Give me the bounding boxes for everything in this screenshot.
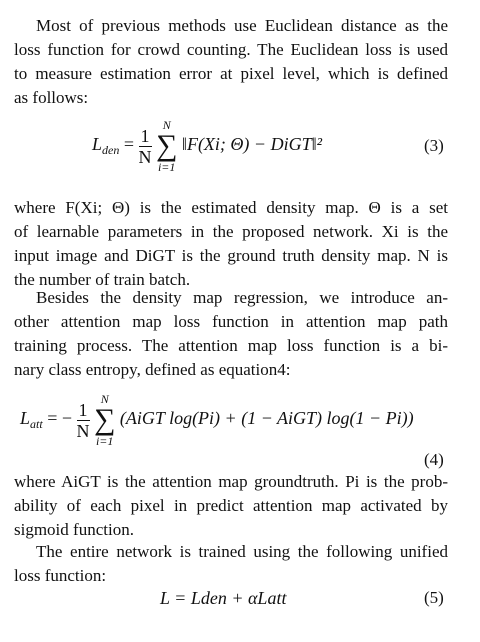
text-line: sigmoid function. <box>14 520 134 539</box>
paragraph-attention-loss <box>14 286 448 382</box>
text-line: as follows: <box>14 88 89 107</box>
text-line: training process. The attention map loss function is a bi- <box>14 336 448 355</box>
eq3-sum-top: N <box>162 118 171 132</box>
eq4-frac-num: 1 <box>78 399 88 420</box>
text-line: nary class entropy, defined as equation4: <box>14 360 291 379</box>
eq3-body: ‖F(Xi; Θ) − DiGT‖² <box>181 134 323 155</box>
text-line: to measure estimation error at pixel level, which is defined <box>14 64 448 83</box>
eq4-summation: N ∑ i=1 <box>94 392 116 448</box>
eq4-fraction <box>77 400 90 441</box>
equation-5: L = Lden + αLatt <box>160 588 287 608</box>
eq3-summation: N ∑ i=1 <box>156 118 178 174</box>
text-line: Besides the density map regression, we introduce an- <box>36 288 448 307</box>
eq4-sum-top: N <box>100 392 109 406</box>
eq4-lhs-sub: att <box>30 417 43 432</box>
text-line: input image and DiGT is the ground truth density map. N is <box>14 246 448 265</box>
text-line: the number of train batch. <box>14 270 191 289</box>
paragraph-density-definition <box>14 196 448 292</box>
eq4-lhs: L <box>20 408 31 429</box>
eq4-sum-bottom: i=1 <box>95 434 114 448</box>
text-line: other attention map loss function in attention map path <box>14 312 448 331</box>
text-line: loss function for crowd counting. The Euclidean loss is used <box>14 40 448 59</box>
text-line: The entire network is trained using the following unified <box>36 542 448 561</box>
eq3-frac-num: 1 <box>140 125 150 146</box>
equation-4: $L_{att}$ = − $\frac{1}{N}$ N ∑ i=1 (AiGT log(Pi) + (1 − AiGT) log(1 − Pi)) <box>20 392 414 448</box>
text-line: of learnable parameters in the proposed network. Xi is the <box>14 222 448 241</box>
paragraph-unified-loss <box>14 540 448 588</box>
equation-3-number: (3) <box>424 136 444 155</box>
text-line: where F(Xi; Θ) is the estimated density map. Θ is a set <box>14 198 448 217</box>
eq3-lhs: L <box>92 134 103 155</box>
equation-5-number: (5) <box>424 588 444 607</box>
eq3-fraction <box>139 126 152 167</box>
eq4-frac-den: N <box>76 420 90 441</box>
eq3-frac-den: N <box>138 146 152 167</box>
text-line: loss function: <box>14 566 107 585</box>
paragraph-attention-definition <box>14 470 448 542</box>
equation-3: $L_{den}$ = $\frac{1}{N}$ N ∑ i=1 ‖F(Xi; Θ) − DiGT‖² <box>92 118 323 174</box>
text-line: Most of previous methods use Euclidean distance as the <box>36 16 448 35</box>
paragraph-intro <box>14 14 448 110</box>
text-line: ability of each pixel in predict attention map activated by <box>14 496 448 515</box>
text-line: where AiGT is the attention map groundtruth. Pi is the prob- <box>14 472 448 491</box>
equation-4-number: (4) <box>424 450 444 469</box>
eq4-body: (AiGT log(Pi) + (1 − AiGT) log(1 − Pi)) <box>119 408 414 429</box>
eq3-sum-bottom: i=1 <box>157 160 176 174</box>
eq3-lhs-sub: den <box>102 143 120 158</box>
